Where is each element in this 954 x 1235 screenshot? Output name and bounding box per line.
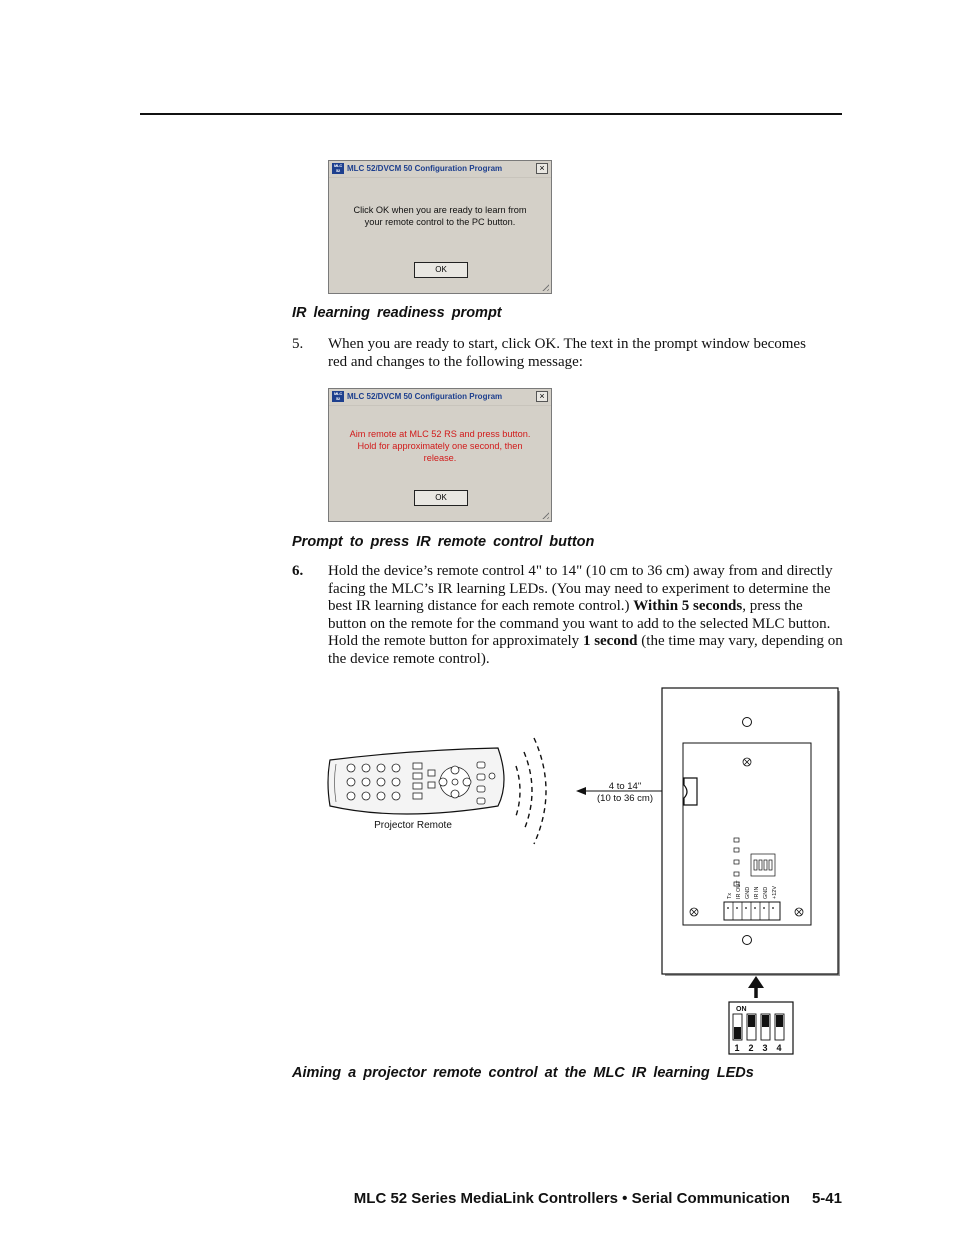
dip-number: 2 [748, 1043, 754, 1053]
step-text-part: , press the button on the remote for the command you want to add to the selected MLC button. Hold the remote button for approximately [328, 598, 831, 650]
close-button[interactable]: × [536, 163, 548, 174]
terminal-label: GND [745, 886, 751, 899]
terminal-label: IR IN [754, 886, 760, 899]
terminal-label: IR OUT [736, 880, 742, 899]
step-text-part: (the time may vary, depending on the device remote control). [328, 633, 843, 667]
dip-switch-1-off [734, 1027, 741, 1039]
dialog-title: MLC 52/DVCM 50 Configuration Program [347, 164, 503, 173]
page-number: 5-41 [811, 1190, 842, 1207]
ir-signal-waves-icon [516, 738, 546, 844]
step-text-bold: 1 second [582, 633, 638, 650]
distance-label-metric: (10 to 36 cm) [597, 793, 653, 804]
dip-on-label: ON [736, 1006, 747, 1013]
page-footer [345, 1190, 842, 1207]
dip-switch-4-on [776, 1015, 783, 1027]
close-button[interactable]: × [536, 391, 548, 402]
step-number: 5. [292, 336, 304, 352]
mounting-hole-icon [743, 718, 752, 727]
distance-label: 4 to 14" [608, 781, 642, 792]
dialog-message-line: your remote control to the PC button. [364, 217, 516, 227]
dialog-message-line: release. [423, 453, 457, 463]
dip-number: 1 [734, 1043, 740, 1053]
step-number: 6. [292, 563, 304, 579]
terminal-label: GND [763, 886, 769, 899]
terminal-label: +12V [772, 886, 778, 899]
dip-switch-detail [729, 1002, 793, 1054]
remote-label: Projector Remote [374, 820, 452, 831]
dip-switch-3-on [762, 1015, 769, 1027]
ok-button[interactable]: OK [414, 262, 468, 278]
dialog-message-line: Hold for approximately one second, then [357, 441, 523, 451]
step-text: When you are ready to start, click OK. The text in the prompt window becomes red and changes to the following message: [328, 336, 806, 370]
figure-caption: Prompt to press IR remote control button [292, 534, 595, 550]
mounting-hole-icon [743, 936, 752, 945]
step-text-bold: Within 5 seconds [633, 598, 743, 615]
arrow-up-icon [748, 976, 764, 998]
projector-remote-icon [328, 748, 504, 814]
dip-switch-2-on [748, 1015, 755, 1027]
extron-logo-icon: MLC 52 [333, 163, 343, 173]
dip-number: 4 [776, 1043, 782, 1053]
dialog-title: MLC 52/DVCM 50 Configuration Program [347, 392, 503, 401]
figure-caption: IR learning readiness prompt [292, 305, 502, 321]
mlc-wallplate [662, 688, 840, 976]
terminal-label: Tx [727, 892, 733, 899]
step-text-part: Hold the device’s remote control 4" to 14" (10 cm to 36 cm) away from and directly facing the MLC’s IR learning LEDs. (You may need to experiment to determine the best IR learning distance for each remote control.) [328, 563, 833, 615]
ok-button[interactable]: OK [414, 490, 468, 506]
footer-title: MLC 52 Series MediaLink Controllers • Serial Communication [353, 1190, 790, 1207]
dialog-message-line: Click OK when you are ready to learn from [353, 205, 527, 215]
dip-number: 3 [762, 1043, 768, 1053]
dialog-message-line: Aim remote at MLC 52 RS and press button. [349, 429, 531, 439]
figure-caption: Aiming a projector remote control at the MLC IR learning LEDs [292, 1065, 754, 1081]
extron-logo-icon: MLC 52 [333, 391, 343, 401]
terminal-block-icon [724, 902, 780, 920]
